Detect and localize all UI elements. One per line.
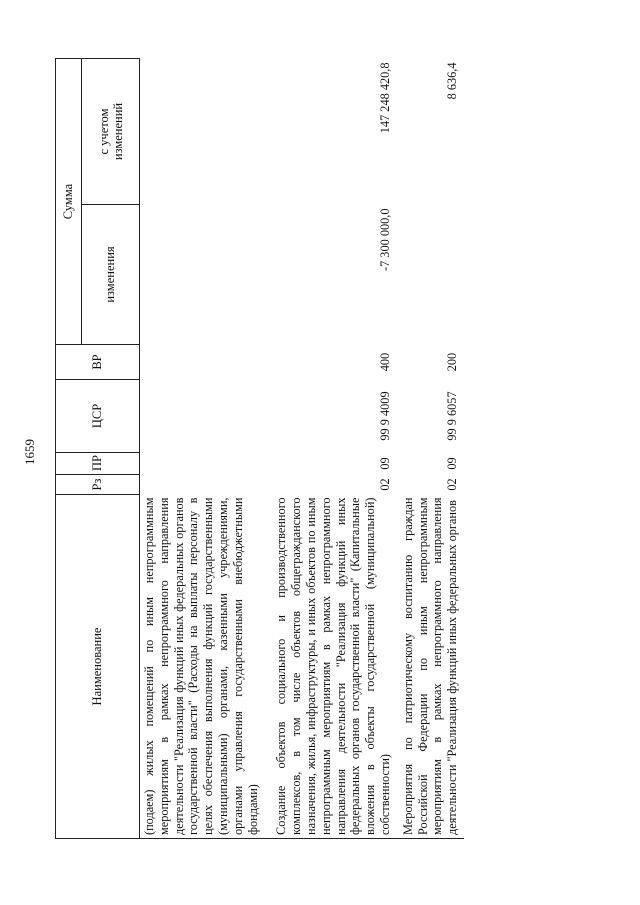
row-rz — [140, 475, 271, 495]
row-rz: 02 — [377, 478, 392, 491]
header-csr: ЦСР — [56, 380, 140, 453]
header-pr: ПР — [56, 453, 140, 475]
header-vr: ВР — [56, 345, 140, 380]
row-pr — [140, 453, 271, 475]
row-with-changes: 8 636,4 — [445, 62, 460, 100]
header-with-changes — [82, 59, 140, 205]
row-changes: -7 300 000,0 — [377, 208, 392, 272]
row-with-changes — [140, 59, 271, 205]
row-name: Создание объектов социального и производственного комплексов, в том числе объектов общегражданского назначения, жилья, инфраструктуры, и иных объектов по иным непрограммным мероприятиям в рамках непрограммного направления деятельности "Реализация функций иных федеральных органов государственной власти" (Капитальные вложения в объекты государственной (муниципальной) собственности) — [270, 495, 396, 839]
row-csr: 99 9 4009 — [377, 391, 392, 441]
table-row — [397, 59, 464, 839]
table-row — [270, 59, 396, 839]
row-name: Мероприятия по патриотическому воспитанию граждан Российской Федерации по иным непрограммным мероприятиям в рамках непрограммного направления деятельности "Реализация функций иных федеральных органов — [397, 495, 464, 839]
row-pr: 09 — [377, 457, 392, 470]
header-changes: изменения — [82, 205, 140, 345]
page-number: 1659 — [22, 439, 37, 465]
header-sum: Сумма — [56, 59, 82, 345]
row-vr: 200 — [445, 352, 460, 372]
header-with-changes-line2: изменений — [110, 102, 125, 161]
row-with-changes: 147 248 420,8 — [377, 62, 392, 134]
row-csr — [140, 380, 271, 453]
row-csr: 99 9 6057 — [445, 391, 460, 441]
row-name: (подаем) жилых помещений по иным непрограммным мероприятиям в рамках непрограммного направления деятельности "Реализация функций иных федеральных органов государственной власти" (Расходы на выплаты персоналу в целях обеспечения выполнения функций государственными (муниципальными) органами, казенными учреждениями, органами управления государственными внебюджетными фондами) — [140, 495, 271, 839]
row-rz: 02 — [445, 478, 460, 491]
table-row — [140, 59, 271, 839]
budget-table — [55, 58, 464, 839]
row-pr: 09 — [445, 457, 460, 470]
row-vr: 400 — [377, 352, 392, 372]
row-changes — [397, 205, 464, 345]
row-changes — [140, 205, 271, 345]
header-rz: Рз — [56, 475, 140, 495]
row-vr — [140, 345, 271, 380]
header-with-changes-line1: с учетом — [96, 108, 111, 155]
header-name: Наименование — [56, 495, 140, 839]
